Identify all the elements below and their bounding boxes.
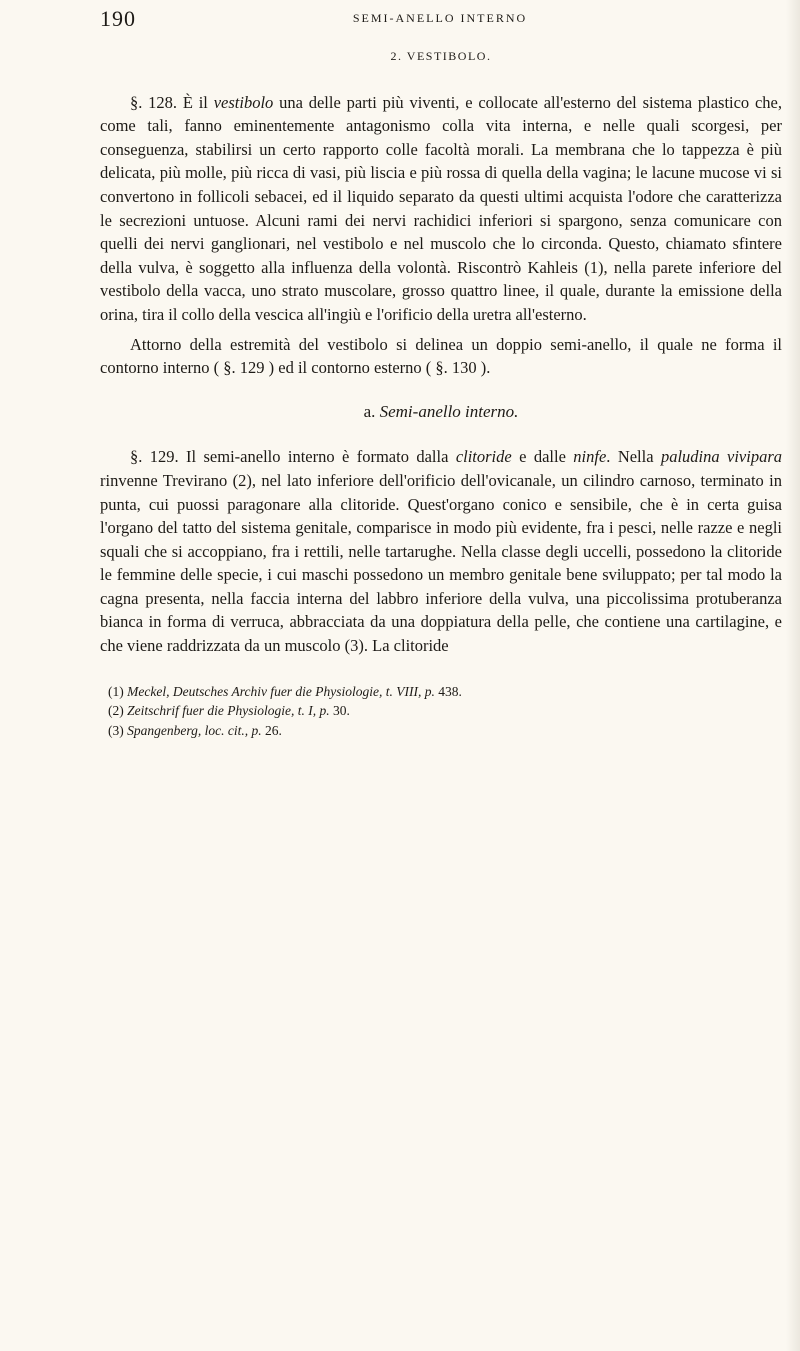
page-number: 190 [100,6,136,31]
footnote-number: (3) [108,722,128,738]
footnote-page: 26. [261,722,282,738]
term-ninfe: ninfe [573,447,607,467]
footnote-number: (2) [108,703,128,719]
footnote-citation: Spangenberg, loc. cit., p. [127,722,262,738]
subsection-letter: a. [363,401,376,421]
footnotes [100,682,782,741]
page-edge-shadow [786,0,800,1351]
footnote-number: (1) [108,683,128,699]
paragraph-text: rinvenne Trevirano (2), nel lato inferiore dell'orificio dell'ovicanale, un cilindro carnoso, terminato in punta, cui puossi paragonare alla clitoride. Quest'organo conico e sensibile, che è in certa guisa l'organo del tatto del sistema genitale, comparisce in modo più evidente, fra i pesci, nelle razze e negli squali che si accoppiano, fra i rettili, nelle tartarughe. Nella classe degli uccelli, possedono la clitoride le femmine delle specie, i cui maschi possedono un membro genitale bene sviluppato; per tal modo la cagna presenta, nella faccia interna del labbro inferiore della vulva, una piccolissima protuberanza bianca in forma di verruca, abbracciata da una doppiatura della pelle, che contiene una cartilagine, e che viene raddrizzata da un muscolo (3). La clitoride [100,470,782,656]
footnote-citation: Zeitschrif fuer die Physiologie, t. I, p. [127,703,330,719]
section-heading: 2. VESTIBOLO. [390,49,492,63]
body-text [100,45,782,740]
paragraph-129 [100,445,782,657]
paragraph-lead: §. 128. È il [130,92,214,112]
footnote-3 [108,721,782,741]
running-title: SEMI-ANELLO INTERNO [352,11,528,25]
subsection-title: Semi-anello interno. [379,401,519,421]
paragraph-text: . Nella [606,447,661,467]
paragraph-text: §. 129. Il semi-anello interno è formato dalla [130,447,456,467]
paragraph-128 [100,91,782,327]
footnote-page: 30. [329,703,350,719]
footnote-page: 438. [434,683,462,699]
term-vestibolo: vestibolo [213,92,274,112]
footnote-citation: Meckel, Deutsches Archiv fuer die Physiologie, t. VIII, p. [127,683,435,699]
page-header [100,6,780,34]
footnote-1 [108,682,782,702]
term-clitoride: clitoride [455,447,512,467]
footnote-2 [108,701,782,721]
subsection-heading [100,400,782,424]
paragraph-text: e dalle [511,447,574,467]
term-paludina-vivipara: paludina vivipara [660,447,783,467]
paragraph-text: una delle parti più viventi, e collocate all'esterno del sistema plastico che, come tali, fanno eminentemente antagonismo colla vita interna, e nelle quali scorgesi, per conseguenza, stabilirsi un certo rapporto colle facoltà morali. La membrana che lo tappezza è più delicata, più molle, più ricca di vasi, più liscia e più rossa di quella della vagina; le lacune mucose vi si convertono in follicoli sebacei, ed il liquido separato da questi ultimi acquista l'odore che caratterizza le secrezioni untuose. Alcuni rami dei nervi rachidici inferiori si spargono, senza comunicare con quelli dei nervi ganglionari, nel vestibolo e nel muscolo che lo circonda. Questo, chiamato sfintere della vulva, è soggetto alla influenza della volontà. Riscontrò Kahleis (1), nella parete inferiore del vestibolo della vacca, uno strato muscolare, grosso quattro linee, il quale, durante la emissione della orina, tira il collo della vescica all'ingiù e l'orificio della uretra all'esterno. [100,92,783,324]
paragraph-128-continuation: Attorno della estremità del vestibolo si delinea un doppio semi-anello, il quale ne forma il contorno interno ( §. 129 ) ed il contorno esterno ( §. 130 ). [100,334,782,378]
